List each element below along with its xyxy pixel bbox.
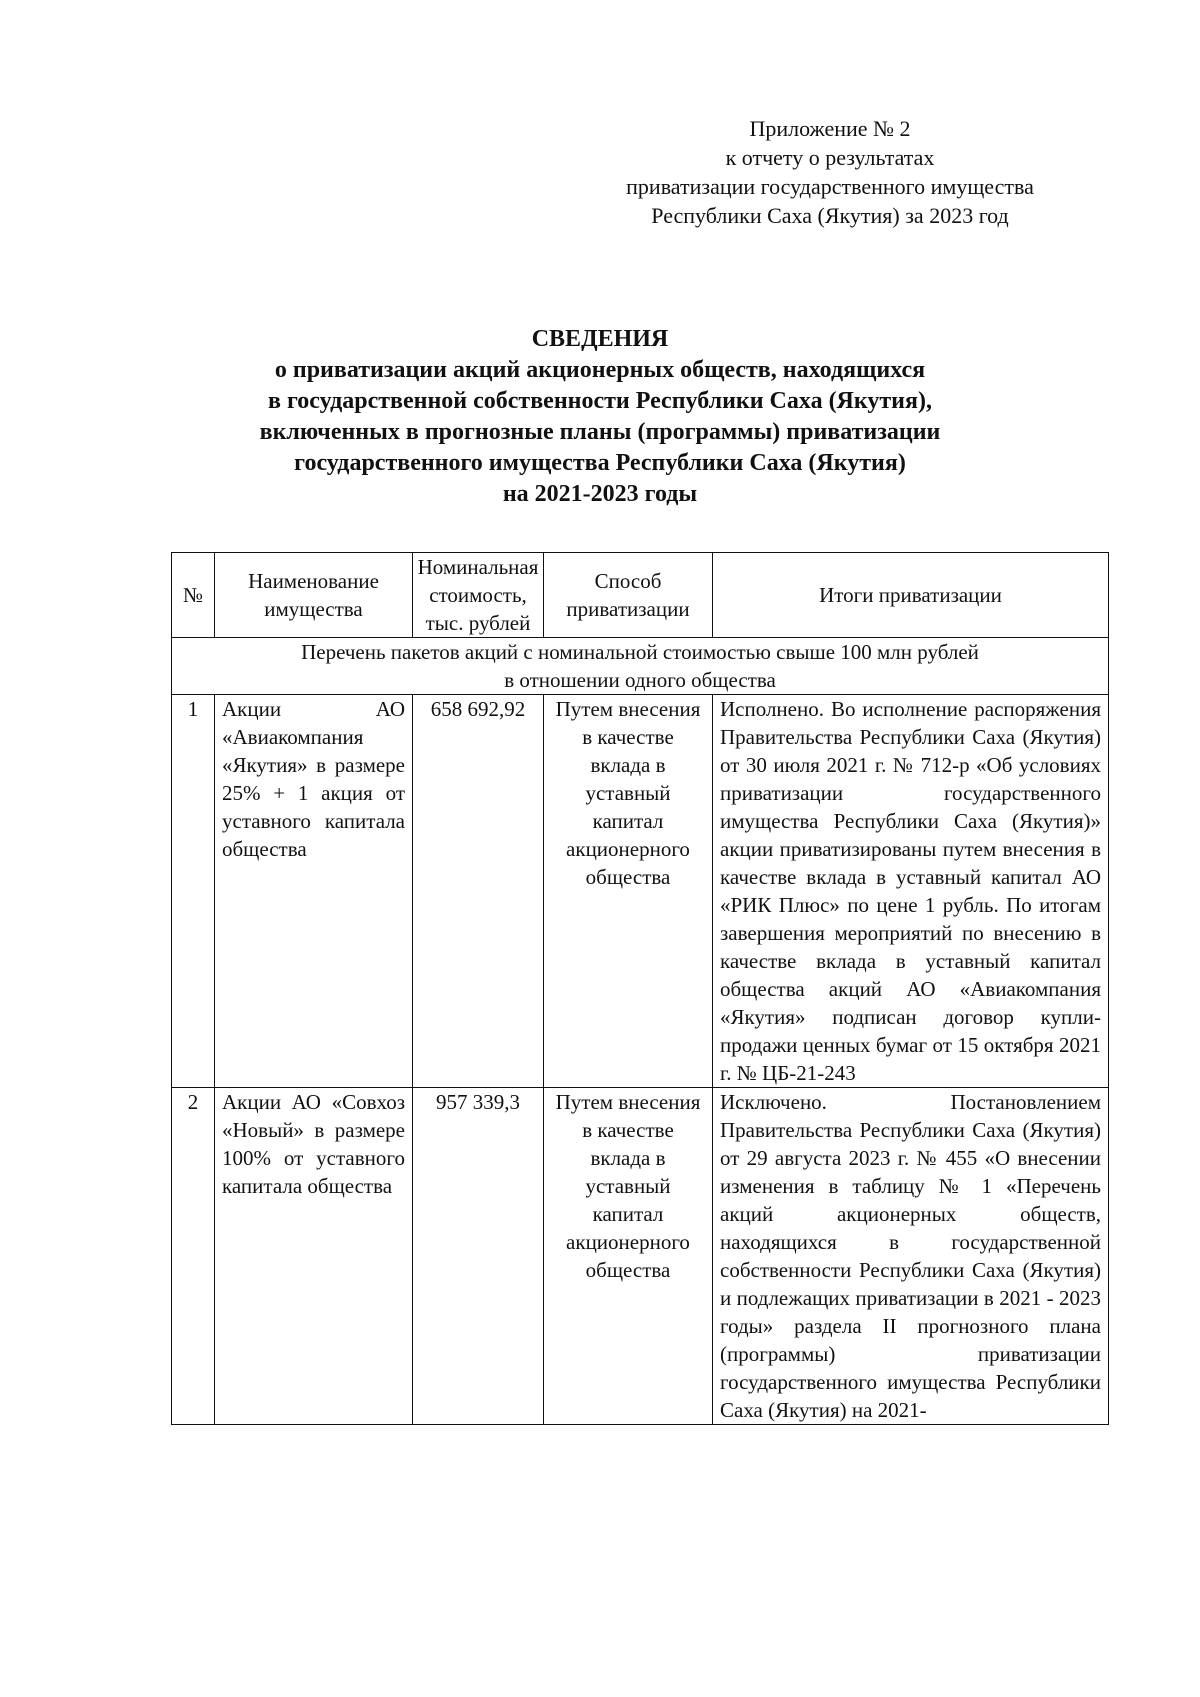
- title-line-6: на 2021-2023 годы: [502, 481, 698, 507]
- section-line-1: Перечень пакетов акций с номинальной стоимостью свыше 100 млн рублей: [301, 640, 979, 664]
- table-row: [172, 695, 1109, 1088]
- annex-header: [550, 114, 1110, 230]
- table-row: [172, 1088, 1109, 1425]
- header-name: Наименование имущества: [215, 553, 413, 638]
- row-nominal: 658 692,92: [413, 695, 544, 1088]
- table-header-row: [172, 553, 1109, 638]
- header-method: Способ приватизации: [544, 553, 713, 638]
- section-title: [172, 638, 1109, 695]
- header-result: Итоги приватизации: [713, 553, 1109, 638]
- privatization-table: [171, 552, 1109, 1425]
- row-nominal: 957 339,3: [413, 1088, 544, 1425]
- row-num: 1: [172, 695, 215, 1088]
- row-name: Акции АО «Совхоз «Новый» в размере 100% от уставного капитала общества: [215, 1088, 413, 1425]
- annex-line-1: Приложение № 2: [749, 116, 911, 141]
- row-num: 2: [172, 1088, 215, 1425]
- row-result: Исполнено. Во исполнение распоряжения Правительства Республики Саха (Якутия) от 30 июля 2021 г. № 712-р «Об условиях приватизации государственного имущества Республики Саха (Якутия)» акции приватизированы путем внесения в качестве вклада в уставный капитал АО «РИК Плюс» по цене 1 рубль. По итогам завершения мероприятий по внесению в качестве вклада в уставный капитал общества акций АО «Авиакомпания «Якутия» подписан договор купли-продажи ценных бумаг от 15 октября 2021 г. № ЦБ-21-243: [713, 695, 1109, 1088]
- title-line-3: в государственной собственности Республики Саха (Якутия),: [268, 388, 932, 414]
- section-line-2: в отношении одного общества: [504, 668, 776, 692]
- title-line-2: о приватизации акций акционерных обществ, находящихся: [274, 357, 926, 383]
- section-row: [172, 638, 1109, 695]
- header-num: №: [172, 553, 215, 638]
- row-result: Исключено. Постановлением Правительства Республики Саха (Якутия) от 29 августа 2023 г. № 455 «О внесении изменения в таблицу № 1 «Перечень акций акционерных обществ, находящихся в государственной собственности Республики Саха (Якутия) и подлежащих приватизации в 2021 - 2023 годы» раздела II прогнозного плана (программы) приватизации государственного имущества Республики Саха (Якутия) на 2021-: [713, 1088, 1109, 1425]
- title-line-5: государственного имущества Республики Саха (Якутия): [294, 450, 906, 476]
- annex-line-4: Республики Саха (Якутия) за 2023 год: [651, 203, 1009, 228]
- title-line-4: включенных в прогнозные планы (программы) приватизации: [259, 419, 941, 445]
- row-method: Путем внесения в качестве вклада в уставный капитал акционерного общества: [544, 695, 713, 1088]
- title-line-1: СВЕДЕНИЯ: [531, 326, 669, 352]
- row-method: Путем внесения в качестве вклада в уставный капитал акционерного общества: [544, 1088, 713, 1425]
- row-name: Акции АО «Авиакомпания «Якутия» в размере 25% + 1 акция от уставного капитала общества: [215, 695, 413, 1088]
- header-nominal: Номинальная стоимость, тыс. рублей: [413, 553, 544, 638]
- annex-line-3: приватизации государственного имущества: [626, 174, 1034, 199]
- annex-line-2: к отчету о результатах: [725, 145, 935, 170]
- document-title: [150, 324, 1050, 510]
